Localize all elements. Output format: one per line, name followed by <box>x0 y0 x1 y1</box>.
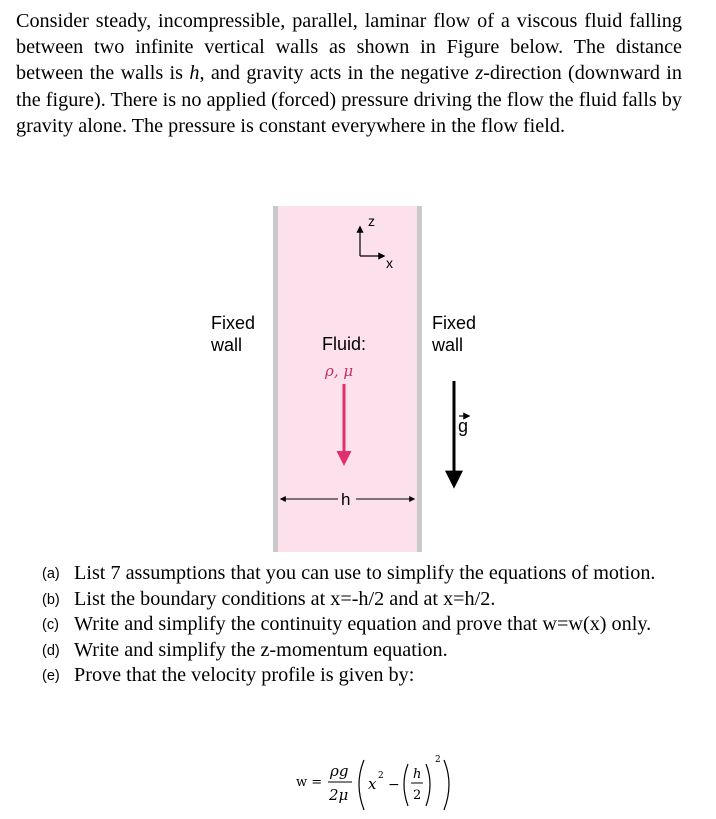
part-label: (c) <box>42 617 59 633</box>
part-text: Prove that the velocity profile is given by: <box>74 664 415 686</box>
formula-inner-close-paren <box>426 764 430 806</box>
formula-h: h <box>413 767 422 782</box>
left-wall-label-line2: wall <box>211 335 243 355</box>
formula-x-exponent: 2 <box>378 771 384 781</box>
right-wall-label-line1: Fixed <box>432 313 477 333</box>
part-text: Write and simplify the continuity equation and prove that w=w(x) only. <box>74 613 652 635</box>
part-text: List 7 assumptions that you can use to simplify the equations of motion. <box>74 562 656 584</box>
formula-open-paren <box>359 760 364 810</box>
formula-numerator: ρg <box>330 762 349 780</box>
formula-denominator: 2μ <box>329 786 349 804</box>
part-label: (a) <box>42 566 60 582</box>
part-d <box>42 638 682 664</box>
fluid-properties: ρ, μ <box>325 362 354 380</box>
formula-paren-exponent: 2 <box>435 755 441 765</box>
formula-minus: − <box>388 777 400 793</box>
right-wall <box>417 206 422 552</box>
part-label: (b) <box>42 591 60 608</box>
z-axis-label: z <box>368 213 375 229</box>
part-b <box>42 587 682 613</box>
formula-two: 2 <box>413 788 422 803</box>
problem-statement: Consider steady, incompressible, parallel, laminar flow of a viscous fluid falling between two infinite vertical walls as shown in Figure below. The distance between the walls is h, and gravity acts in the negative z-direction (downward in the figure). There is no applied (forced) pressure driving the flow the fluid falls by gravity alone. The pressure is constant everywhere in the flow field. <box>16 10 682 137</box>
part-label: (d) <box>42 642 60 659</box>
part-text: Write and simplify the z-momentum equation. <box>74 638 448 661</box>
part-text: List the boundary conditions at x=-h/2 and at x=h/2. <box>74 587 496 610</box>
formula-close-paren <box>444 760 449 810</box>
part-e <box>42 663 682 689</box>
formula-lhs: w = <box>296 775 323 790</box>
part-c <box>42 612 682 638</box>
part-label: (e) <box>42 668 60 684</box>
formula-x: x <box>368 775 377 793</box>
x-axis-label: x <box>386 255 393 271</box>
part-a <box>42 561 682 587</box>
left-wall <box>273 206 278 552</box>
velocity-profile-formula <box>296 746 496 816</box>
question-parts <box>42 561 682 689</box>
width-label: h <box>341 490 351 509</box>
gravity-label: g <box>458 416 469 436</box>
left-wall-label-line1: Fixed <box>211 313 256 333</box>
fluid-label: Fluid: <box>322 334 367 354</box>
right-wall-label-line2: wall <box>432 335 464 355</box>
formula-inner-open-paren <box>404 764 408 806</box>
